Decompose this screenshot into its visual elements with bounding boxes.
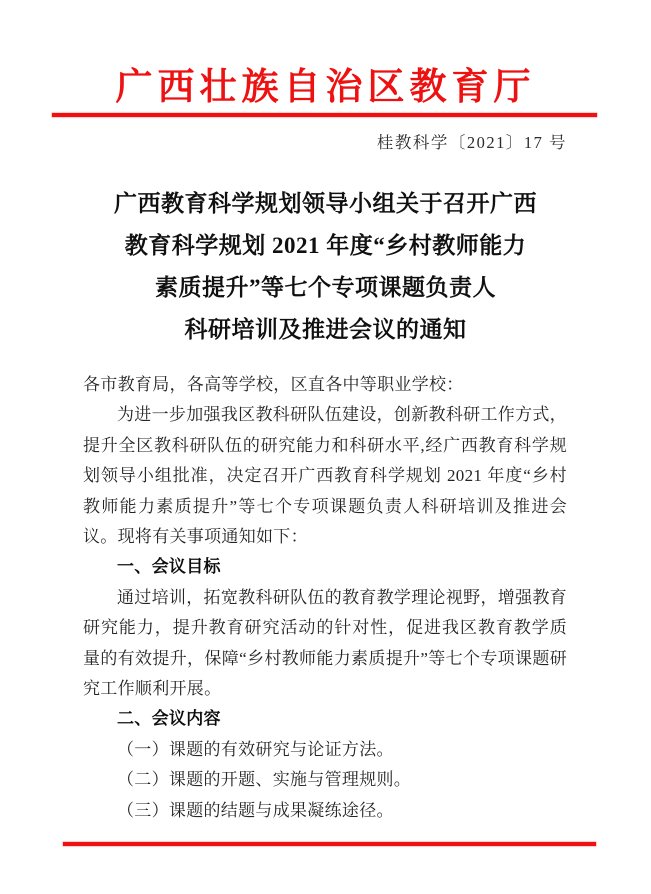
intro-paragraph: 为进一步加强我区教科研队伍建设，创新教科研工作方式，提升全区教科研队伍的研究能力和科研水平,经广西教育科学规划领导小组批准，决定召开广西教育科学规划 2021 年度“乡村教师能力素质提升”等七个专项课题负责人科研培训及推进会议。现将有关事项通知如下： bbox=[83, 405, 567, 547]
notice-title bbox=[0, 183, 651, 351]
salutation: 各市教育局，各高等学校，区直各中等职业学校： bbox=[83, 375, 464, 394]
notice-title-line-2: 教育科学规划 2021 年度“乡村教师能力 bbox=[124, 233, 527, 258]
section-1-heading: 一、会议目标 bbox=[117, 557, 221, 577]
header-separator-line bbox=[52, 113, 597, 117]
section-2-item-3: （三）课题的结题与成果凝练途径。 bbox=[117, 800, 394, 820]
notice-title-line-1: 广西教育科学规划领导小组关于召开广西 bbox=[114, 191, 537, 216]
footer-separator-line bbox=[63, 842, 596, 846]
doc-number: 桂教科学〔2021〕17 号 bbox=[376, 133, 567, 152]
section-2-item-2: （二）课题的开题、实施与管理规则。 bbox=[117, 770, 412, 790]
agency-name: 广西壮族自治区教育厅 bbox=[115, 67, 536, 108]
section-2-heading: 二、会议内容 bbox=[117, 709, 221, 729]
notice-title-line-4: 科研培训及推进会议的通知 bbox=[184, 317, 467, 342]
section-2-item-1: （一）课题的有效研究与论证方法。 bbox=[117, 739, 394, 759]
notice-body bbox=[83, 370, 567, 826]
notice-title-line-3: 素质提升”等七个专项课题负责人 bbox=[155, 275, 496, 300]
section-1-paragraph: 通过培训，拓宽教科研队伍的教育教学理论视野，增强教育研究能力，提升教育研究活动的针对性，促进我区教育教学质量的有效提升，保障“乡村教师能力素质提升”等七个专项课题研究工作顺利开展。 bbox=[83, 587, 567, 699]
